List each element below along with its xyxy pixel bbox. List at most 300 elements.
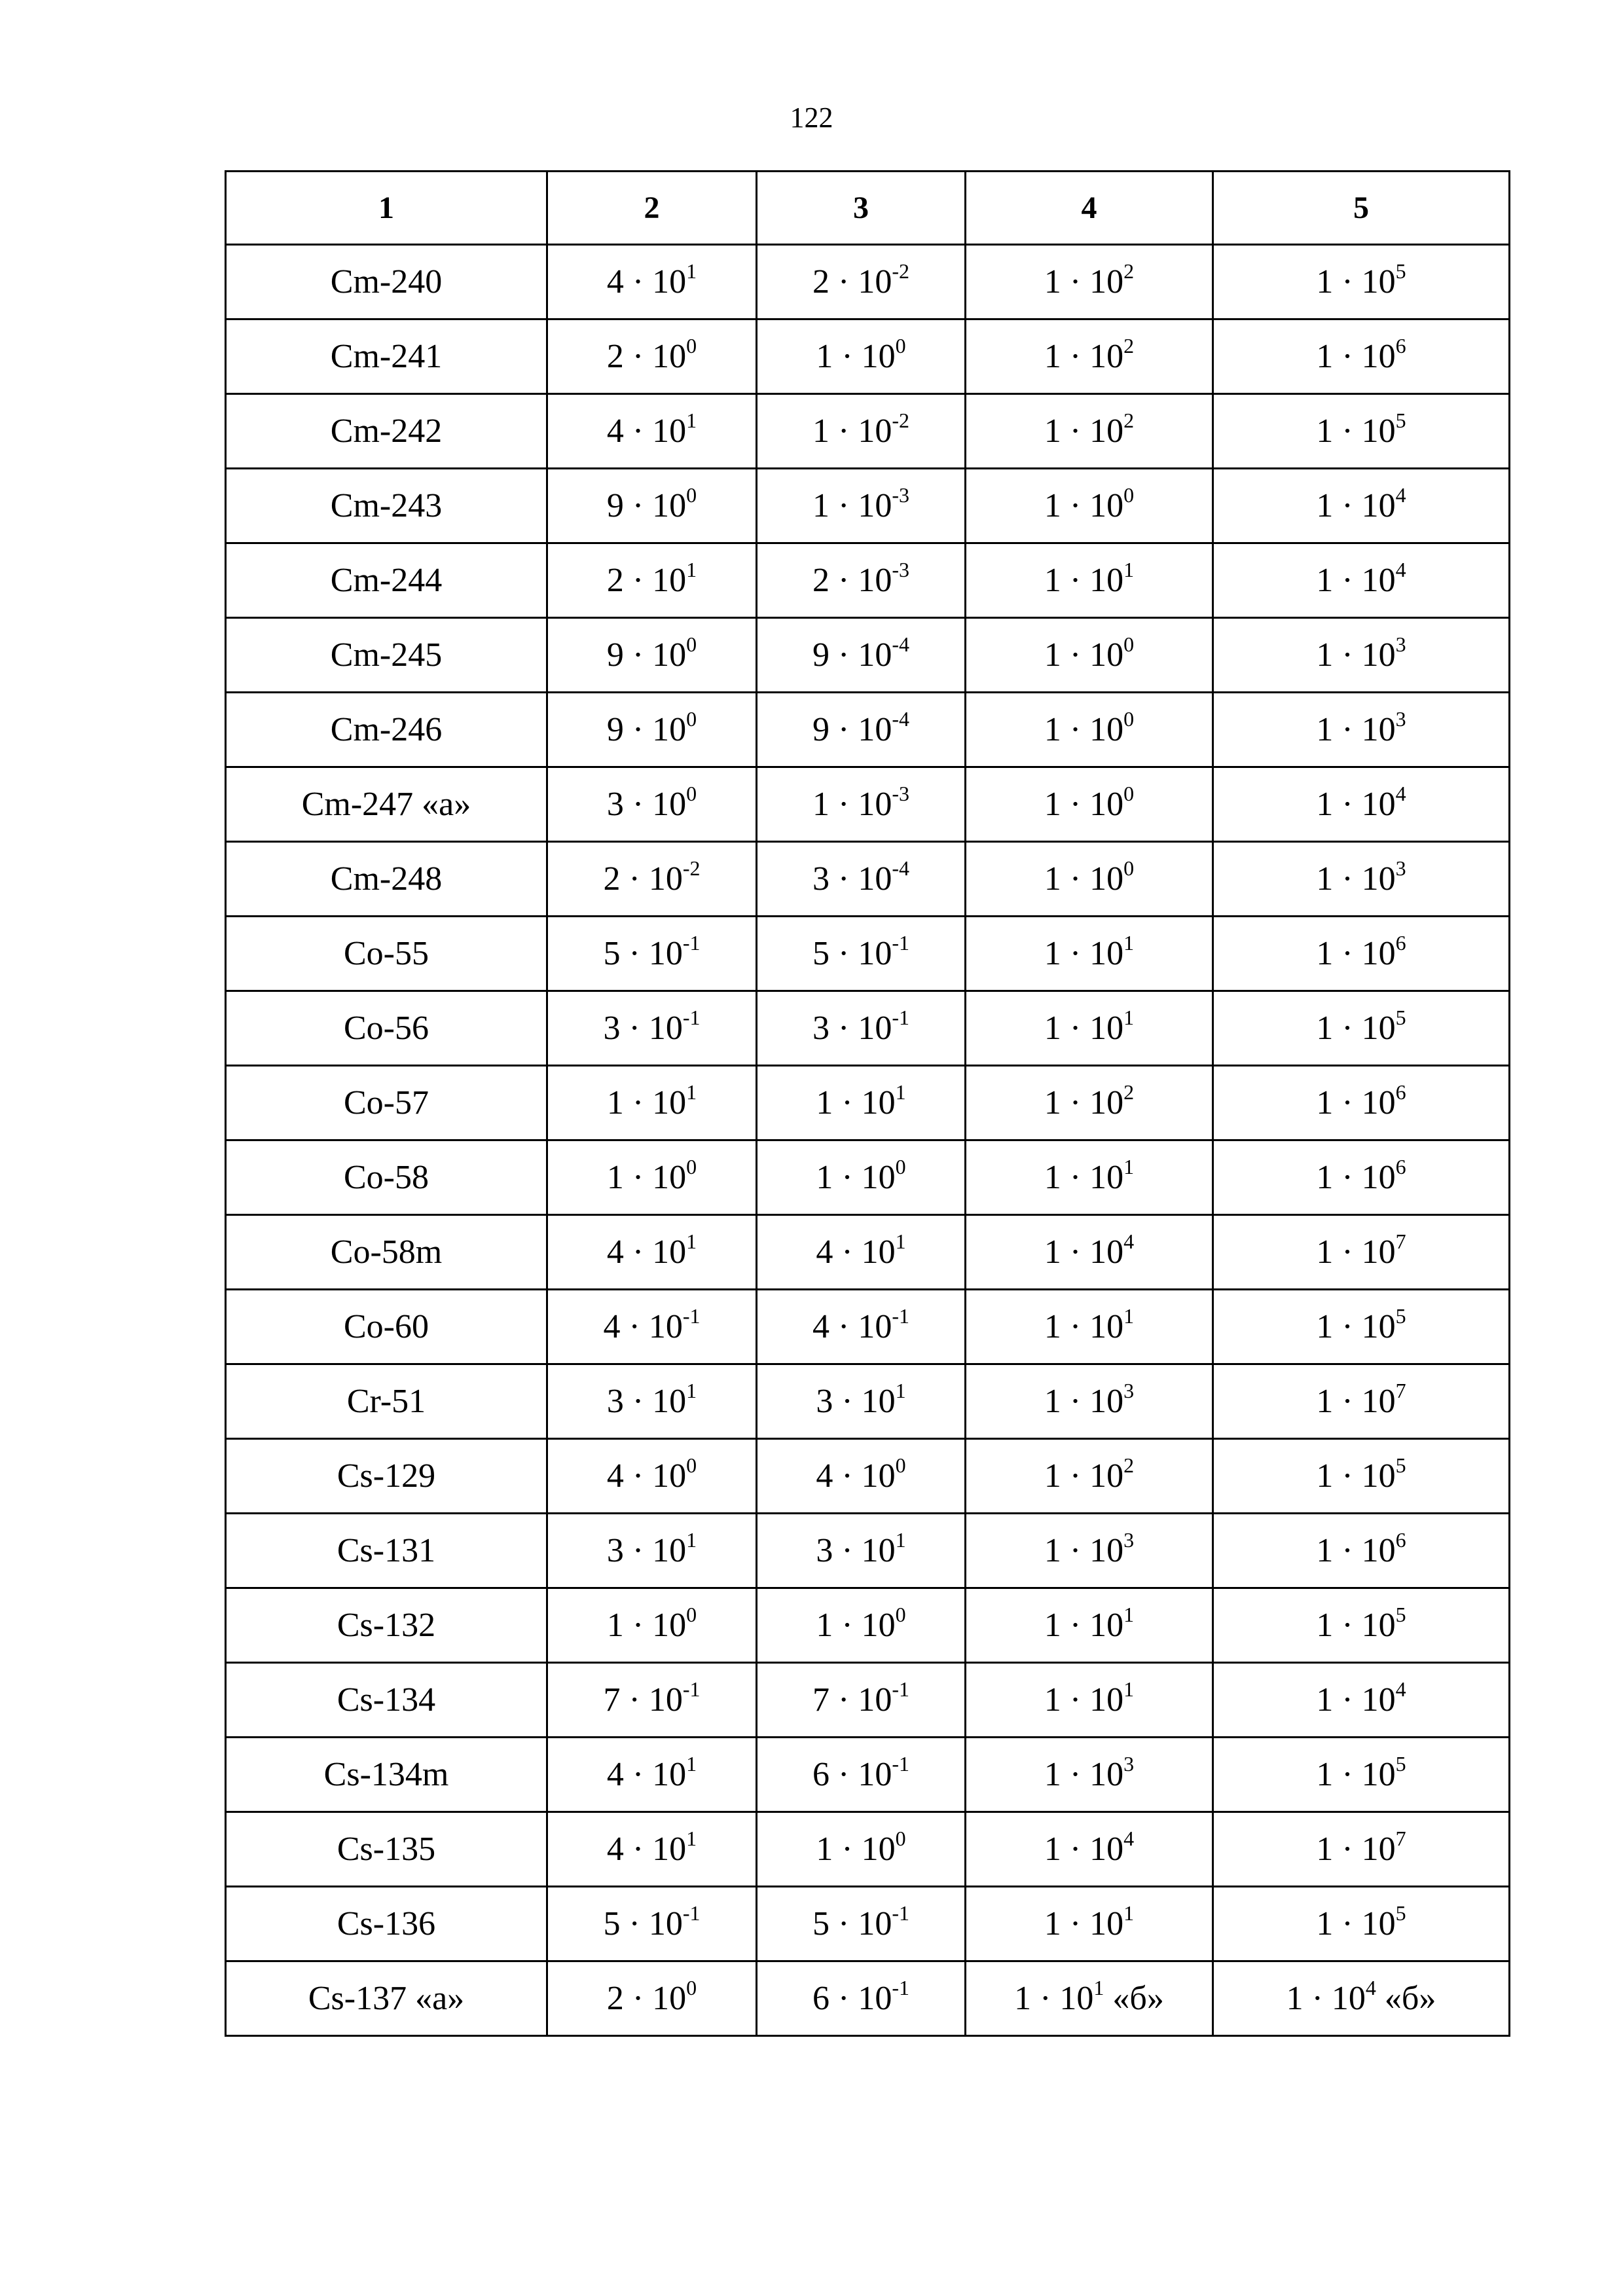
value-cell-c3: $1 \cdot 10^0$ (757, 319, 966, 394)
exponent: 0 (895, 1453, 906, 1477)
exponent: -1 (682, 931, 701, 955)
value-cell-c4: $1 \cdot 10^1$ «б» (966, 1961, 1213, 2036)
exponent: 5 (1395, 1901, 1406, 1925)
exponent: -1 (682, 1901, 701, 1925)
value-cell-c2: $4 \cdot 10^1$ (547, 1812, 757, 1887)
table-row (226, 1588, 1510, 1663)
exponent: 1 (895, 1528, 906, 1552)
exponent: 5 (1395, 1453, 1406, 1477)
coefficient: 9 (606, 711, 624, 748)
value-cell-c5: $1 \cdot 10^3$ (1213, 618, 1510, 693)
value-cell-c4: $1 \cdot 10^2$ (966, 245, 1213, 319)
value-cell-c3: $4 \cdot 10^1$ (757, 1215, 966, 1290)
coefficient: 1 (1316, 786, 1334, 823)
exponent: 0 (686, 334, 697, 357)
coefficient: 1 (1316, 711, 1334, 748)
value-cell-c5: $1 \cdot 10^6$ (1213, 917, 1510, 991)
coefficient: 1 (1044, 1308, 1061, 1345)
value-cell-c3: $6 \cdot 10^{-1}$ (757, 1961, 966, 2036)
value-cell-c5: $1 \cdot 10^4$ (1213, 543, 1510, 618)
table-row (226, 1290, 1510, 1364)
header-cell: 5 (1213, 172, 1510, 245)
exponent: -1 (892, 1752, 909, 1776)
exponent: -2 (682, 856, 701, 880)
coefficient: 3 (606, 1532, 624, 1569)
nuclide-name-cell: Cm-246 (226, 693, 547, 767)
exponent: 1 (895, 1080, 906, 1104)
value-cell-c4: $1 \cdot 10^2$ (966, 319, 1213, 394)
table-row (226, 1439, 1510, 1514)
coefficient: 3 (812, 1010, 830, 1047)
value-cell-c3: $1 \cdot 10^0$ (757, 1140, 966, 1215)
exponent: -1 (892, 1976, 909, 1999)
header-cell: 3 (757, 172, 966, 245)
value-cell-c2: $4 \cdot 10^1$ (547, 1215, 757, 1290)
value-cell-c5: $1 \cdot 10^7$ (1213, 1364, 1510, 1439)
exponent: 1 (1123, 1006, 1135, 1029)
value-cell-c4: $1 \cdot 10^2$ (966, 1439, 1213, 1514)
value-cell-c2: $4 \cdot 10^1$ (547, 394, 757, 469)
value-cell-c5: $1 \cdot 10^7$ (1213, 1812, 1510, 1887)
value-cell-c5: $1 \cdot 10^4$ (1213, 767, 1510, 842)
value-cell-c3: $1 \cdot 10^{-3}$ (757, 469, 966, 543)
coefficient: 1 (1044, 338, 1061, 375)
value-cell-c5: $1 \cdot 10^7$ (1213, 1215, 1510, 1290)
table-row (226, 1215, 1510, 1290)
value-cell-c4: $1 \cdot 10^1$ (966, 1140, 1213, 1215)
value-cell-c4: $1 \cdot 10^1$ (966, 1663, 1213, 1738)
nuclide-name-cell: Cs-134 (226, 1663, 547, 1738)
coefficient: 1 (1044, 1532, 1061, 1569)
coefficient: 1 (1316, 412, 1334, 450)
exponent: 6 (1395, 1155, 1406, 1178)
table-row (226, 1364, 1510, 1439)
table-row (226, 1961, 1510, 2036)
coefficient: 1 (1316, 636, 1334, 674)
exponent: 1 (686, 1080, 697, 1104)
coefficient: 1 (1316, 1756, 1334, 1793)
value-cell-c2: $5 \cdot 10^{-1}$ (547, 917, 757, 991)
footnote-mark: «б» (1376, 1980, 1436, 2017)
coefficient: 2 (606, 562, 624, 599)
nuclide-name-cell: Co-58 (226, 1140, 547, 1215)
page-number: 122 (790, 101, 833, 134)
coefficient: 1 (606, 1607, 624, 1644)
coefficient: 1 (1044, 1010, 1061, 1047)
value-cell-c2: $4 \cdot 10^1$ (547, 245, 757, 319)
exponent: 4 (1395, 483, 1406, 507)
exponent: 1 (1123, 1603, 1135, 1626)
radionuclide-table (225, 170, 1510, 2037)
value-cell-c2: $2 \cdot 10^0$ (547, 1961, 757, 2036)
exponent: 6 (1395, 1080, 1406, 1104)
exponent: 1 (686, 1827, 697, 1850)
coefficient: 1 (1316, 1607, 1334, 1644)
coefficient: 4 (603, 1308, 621, 1345)
value-cell-c5: $1 \cdot 10^5$ (1213, 1887, 1510, 1961)
table-row (226, 842, 1510, 917)
coefficient: 3 (603, 1010, 621, 1047)
value-cell-c3: $9 \cdot 10^{-4}$ (757, 618, 966, 693)
value-cell-c3: $1 \cdot 10^0$ (757, 1588, 966, 1663)
exponent: 5 (1395, 259, 1406, 283)
exponent: 0 (686, 632, 697, 656)
exponent: -1 (892, 1677, 909, 1701)
value-cell-c4: $1 \cdot 10^1$ (966, 543, 1213, 618)
value-cell-c5: $1 \cdot 10^3$ (1213, 842, 1510, 917)
nuclide-name-cell: Co-58m (226, 1215, 547, 1290)
value-cell-c3: $6 \cdot 10^{-1}$ (757, 1738, 966, 1812)
table-row (226, 693, 1510, 767)
value-cell-c4: $1 \cdot 10^1$ (966, 1887, 1213, 1961)
table-row (226, 1514, 1510, 1588)
exponent: 4 (1123, 1230, 1135, 1253)
table-row (226, 991, 1510, 1066)
coefficient: 9 (812, 711, 830, 748)
exponent: 3 (1123, 1379, 1135, 1402)
coefficient: 1 (816, 1159, 833, 1196)
value-cell-c4: $1 \cdot 10^4$ (966, 1812, 1213, 1887)
exponent: 0 (686, 1603, 697, 1626)
exponent: 7 (1395, 1827, 1406, 1850)
coefficient: 1 (1316, 1233, 1334, 1271)
footnote-mark: «б» (1104, 1980, 1164, 2017)
value-cell-c3: $3 \cdot 10^1$ (757, 1514, 966, 1588)
value-cell-c2: $1 \cdot 10^0$ (547, 1588, 757, 1663)
table-row (226, 917, 1510, 991)
coefficient: 4 (606, 1233, 624, 1271)
exponent: 5 (1395, 1752, 1406, 1776)
table-row (226, 1140, 1510, 1215)
coefficient: 1 (1316, 1905, 1334, 1942)
value-cell-c5: $1 \cdot 10^4$ «б» (1213, 1961, 1510, 2036)
exponent: 1 (1123, 1155, 1135, 1178)
nuclide-name-cell: Cm-243 (226, 469, 547, 543)
exponent: 1 (1123, 1677, 1135, 1701)
coefficient: 1 (1044, 1756, 1061, 1793)
value-cell-c2: $9 \cdot 10^0$ (547, 469, 757, 543)
coefficient: 3 (606, 786, 624, 823)
coefficient: 9 (606, 487, 624, 524)
value-cell-c2: $1 \cdot 10^1$ (547, 1066, 757, 1140)
table-body (226, 245, 1510, 2036)
exponent: 5 (1395, 1603, 1406, 1626)
exponent: -1 (892, 1006, 909, 1029)
coefficient: 1 (1044, 1905, 1061, 1942)
value-cell-c4: $1 \cdot 10^0$ (966, 693, 1213, 767)
coefficient: 1 (1044, 263, 1061, 301)
table-row (226, 319, 1510, 394)
value-cell-c3: $4 \cdot 10^{-1}$ (757, 1290, 966, 1364)
table-row (226, 394, 1510, 469)
value-cell-c3: $2 \cdot 10^{-3}$ (757, 543, 966, 618)
coefficient: 1 (1044, 412, 1061, 450)
exponent: 1 (686, 1230, 697, 1253)
coefficient: 5 (603, 1905, 621, 1942)
coefficient: 1 (606, 1084, 624, 1121)
exponent: 2 (1123, 1453, 1135, 1477)
coefficient: 1 (1044, 786, 1061, 823)
coefficient: 4 (606, 1457, 624, 1495)
coefficient: 5 (812, 935, 830, 972)
value-cell-c4: $1 \cdot 10^1$ (966, 917, 1213, 991)
coefficient: 2 (603, 860, 621, 898)
value-cell-c5: $1 \cdot 10^6$ (1213, 319, 1510, 394)
value-cell-c3: $9 \cdot 10^{-4}$ (757, 693, 966, 767)
coefficient: 5 (603, 935, 621, 972)
exponent: -2 (892, 259, 909, 283)
exponent: 3 (1123, 1528, 1135, 1552)
nuclide-name-cell: Co-56 (226, 991, 547, 1066)
coefficient: 1 (1316, 338, 1334, 375)
value-cell-c4: $1 \cdot 10^1$ (966, 991, 1213, 1066)
nuclide-name-cell: Cs-129 (226, 1439, 547, 1514)
value-cell-c5: $1 \cdot 10^5$ (1213, 245, 1510, 319)
exponent: 3 (1123, 1752, 1135, 1776)
value-cell-c2: $9 \cdot 10^0$ (547, 693, 757, 767)
value-cell-c4: $1 \cdot 10^3$ (966, 1514, 1213, 1588)
coefficient: 1 (1316, 1383, 1334, 1420)
coefficient: 1 (1044, 860, 1061, 898)
coefficient: 1 (1044, 1084, 1061, 1121)
coefficient: 3 (816, 1532, 833, 1569)
coefficient: 4 (606, 412, 624, 450)
coefficient: 1 (1044, 1233, 1061, 1271)
exponent: 5 (1395, 1006, 1406, 1029)
coefficient: 1 (1044, 1159, 1061, 1196)
exponent: 2 (1123, 334, 1135, 357)
exponent: -3 (892, 558, 909, 581)
coefficient: 1 (1316, 1457, 1334, 1495)
nuclide-name-cell: Cm-244 (226, 543, 547, 618)
nuclide-name-cell: Cr-51 (226, 1364, 547, 1439)
nuclide-name-cell: Cs-132 (226, 1588, 547, 1663)
value-cell-c4: $1 \cdot 10^1$ (966, 1290, 1213, 1364)
nuclide-name-cell: Cm-241 (226, 319, 547, 394)
value-cell-c3: $3 \cdot 10^{-1}$ (757, 991, 966, 1066)
exponent: -1 (682, 1677, 701, 1701)
exponent: -1 (892, 1304, 909, 1328)
header-cell: 4 (966, 172, 1213, 245)
coefficient: 1 (1316, 562, 1334, 599)
coefficient: 1 (1044, 1681, 1061, 1719)
coefficient: 4 (606, 1831, 624, 1868)
coefficient: 1 (816, 338, 833, 375)
header-cell: 1 (226, 172, 547, 245)
value-cell-c2: $2 \cdot 10^0$ (547, 319, 757, 394)
exponent: 1 (686, 1379, 697, 1402)
coefficient: 1 (1316, 1681, 1334, 1719)
coefficient: 2 (812, 263, 830, 301)
value-cell-c2: $4 \cdot 10^1$ (547, 1738, 757, 1812)
coefficient: 1 (816, 1831, 833, 1868)
exponent: 3 (1395, 707, 1406, 731)
exponent: -1 (682, 1304, 701, 1328)
value-cell-c3: $1 \cdot 10^1$ (757, 1066, 966, 1140)
value-cell-c4: $1 \cdot 10^0$ (966, 842, 1213, 917)
exponent: 0 (686, 1155, 697, 1178)
value-cell-c3: $4 \cdot 10^0$ (757, 1439, 966, 1514)
nuclide-name-cell: Cm-245 (226, 618, 547, 693)
value-cell-c4: $1 \cdot 10^3$ (966, 1738, 1213, 1812)
exponent: 1 (895, 1379, 906, 1402)
coefficient: 1 (816, 1607, 833, 1644)
value-cell-c2: $9 \cdot 10^0$ (547, 618, 757, 693)
value-cell-c4: $1 \cdot 10^0$ (966, 767, 1213, 842)
table-row (226, 543, 1510, 618)
coefficient: 6 (812, 1756, 830, 1793)
exponent: -1 (682, 1006, 701, 1029)
nuclide-name-cell: Cm-240 (226, 245, 547, 319)
value-cell-c4: $1 \cdot 10^0$ (966, 618, 1213, 693)
value-cell-c3: $1 \cdot 10^{-2}$ (757, 394, 966, 469)
nuclide-name-cell: Co-60 (226, 1290, 547, 1364)
coefficient: 2 (606, 1980, 624, 2017)
value-cell-c5: $1 \cdot 10^5$ (1213, 1588, 1510, 1663)
coefficient: 1 (1044, 1607, 1061, 1644)
exponent: 1 (1093, 1976, 1104, 1999)
exponent: 1 (1123, 1901, 1135, 1925)
exponent: -1 (892, 931, 909, 955)
nuclide-name-cell: Cs-137 «a» (226, 1961, 547, 2036)
value-cell-c5: $1 \cdot 10^5$ (1213, 991, 1510, 1066)
exponent: -4 (892, 707, 909, 731)
exponent: 4 (1395, 1677, 1406, 1701)
exponent: -4 (892, 856, 909, 880)
coefficient: 1 (812, 786, 830, 823)
table-row (226, 1887, 1510, 1961)
exponent: 7 (1395, 1379, 1406, 1402)
value-cell-c3: $7 \cdot 10^{-1}$ (757, 1663, 966, 1738)
table-row (226, 618, 1510, 693)
coefficient: 1 (1316, 1308, 1334, 1345)
nuclide-name-cell: Cs-136 (226, 1887, 547, 1961)
exponent: 2 (1123, 1080, 1135, 1104)
coefficient: 1 (816, 1084, 833, 1121)
exponent: 0 (1123, 707, 1135, 731)
value-cell-c5: $1 \cdot 10^6$ (1213, 1140, 1510, 1215)
value-cell-c2: $3 \cdot 10^1$ (547, 1364, 757, 1439)
value-cell-c5: $1 \cdot 10^5$ (1213, 1439, 1510, 1514)
exponent: 0 (686, 782, 697, 805)
coefficient: 1 (1044, 1457, 1061, 1495)
table-row (226, 1738, 1510, 1812)
coefficient: 9 (606, 636, 624, 674)
coefficient: 1 (1286, 1980, 1304, 2017)
exponent: -4 (892, 632, 909, 656)
value-cell-c2: $4 \cdot 10^{-1}$ (547, 1290, 757, 1364)
table-row (226, 767, 1510, 842)
exponent: 4 (1123, 1827, 1135, 1850)
exponent: 0 (1123, 483, 1135, 507)
coefficient: 1 (1044, 636, 1061, 674)
coefficient: 4 (816, 1233, 833, 1271)
nuclide-name-cell: Cs-131 (226, 1514, 547, 1588)
exponent: 1 (1123, 558, 1135, 581)
value-cell-c3: $3 \cdot 10^1$ (757, 1364, 966, 1439)
value-cell-c2: $3 \cdot 10^0$ (547, 767, 757, 842)
exponent: 2 (1123, 259, 1135, 283)
coefficient: 1 (1316, 935, 1334, 972)
coefficient: 1 (1044, 935, 1061, 972)
value-cell-c2: $5 \cdot 10^{-1}$ (547, 1887, 757, 1961)
value-cell-c3: $2 \cdot 10^{-2}$ (757, 245, 966, 319)
value-cell-c3: $5 \cdot 10^{-1}$ (757, 1887, 966, 1961)
coefficient: 1 (1014, 1980, 1032, 2017)
nuclide-name-cell: Cs-134m (226, 1738, 547, 1812)
value-cell-c4: $1 \cdot 10^0$ (966, 469, 1213, 543)
coefficient: 1 (812, 412, 830, 450)
exponent: -1 (892, 1901, 909, 1925)
exponent: 1 (895, 1230, 906, 1253)
exponent: 1 (686, 558, 697, 581)
value-cell-c3: $5 \cdot 10^{-1}$ (757, 917, 966, 991)
exponent: 6 (1395, 1528, 1406, 1552)
exponent: 0 (1123, 856, 1135, 880)
value-cell-c4: $1 \cdot 10^4$ (966, 1215, 1213, 1290)
exponent: 0 (895, 1603, 906, 1626)
exponent: 1 (686, 259, 697, 283)
table-header-row (226, 172, 1510, 245)
coefficient: 1 (1316, 487, 1334, 524)
exponent: 0 (1123, 782, 1135, 805)
value-cell-c3: $1 \cdot 10^0$ (757, 1812, 966, 1887)
coefficient: 7 (812, 1681, 830, 1719)
coefficient: 1 (1316, 1084, 1334, 1121)
value-cell-c2: $1 \cdot 10^0$ (547, 1140, 757, 1215)
coefficient: 1 (1316, 263, 1334, 301)
value-cell-c4: $1 \cdot 10^2$ (966, 394, 1213, 469)
exponent: 0 (686, 1453, 697, 1477)
exponent: 1 (686, 1528, 697, 1552)
coefficient: 1 (1316, 1532, 1334, 1569)
exponent: 2 (1123, 409, 1135, 432)
value-cell-c2: $2 \cdot 10^{-2}$ (547, 842, 757, 917)
exponent: 0 (895, 1827, 906, 1850)
value-cell-c5: $1 \cdot 10^5$ (1213, 1290, 1510, 1364)
coefficient: 9 (812, 636, 830, 674)
exponent: 0 (895, 1155, 906, 1178)
coefficient: 1 (812, 487, 830, 524)
coefficient: 2 (812, 562, 830, 599)
exponent: 4 (1395, 558, 1406, 581)
exponent: 0 (686, 707, 697, 731)
value-cell-c4: $1 \cdot 10^2$ (966, 1066, 1213, 1140)
exponent: 1 (686, 409, 697, 432)
exponent: 1 (1123, 1304, 1135, 1328)
nuclide-name-cell: Co-55 (226, 917, 547, 991)
value-cell-c5: $1 \cdot 10^6$ (1213, 1066, 1510, 1140)
exponent: 1 (1123, 931, 1135, 955)
value-cell-c4: $1 \cdot 10^3$ (966, 1364, 1213, 1439)
exponent: -3 (892, 782, 909, 805)
value-cell-c5: $1 \cdot 10^5$ (1213, 394, 1510, 469)
coefficient: 1 (1044, 487, 1061, 524)
exponent: 0 (895, 334, 906, 357)
coefficient: 1 (1316, 860, 1334, 898)
coefficient: 4 (812, 1308, 830, 1345)
coefficient: 6 (812, 1980, 830, 2017)
coefficient: 2 (606, 338, 624, 375)
exponent: 0 (686, 483, 697, 507)
exponent: 7 (1395, 1230, 1406, 1253)
value-cell-c2: $4 \cdot 10^0$ (547, 1439, 757, 1514)
exponent: 3 (1395, 632, 1406, 656)
exponent: 0 (686, 1976, 697, 1999)
value-cell-c2: $7 \cdot 10^{-1}$ (547, 1663, 757, 1738)
coefficient: 1 (1044, 1383, 1061, 1420)
coefficient: 1 (1044, 562, 1061, 599)
